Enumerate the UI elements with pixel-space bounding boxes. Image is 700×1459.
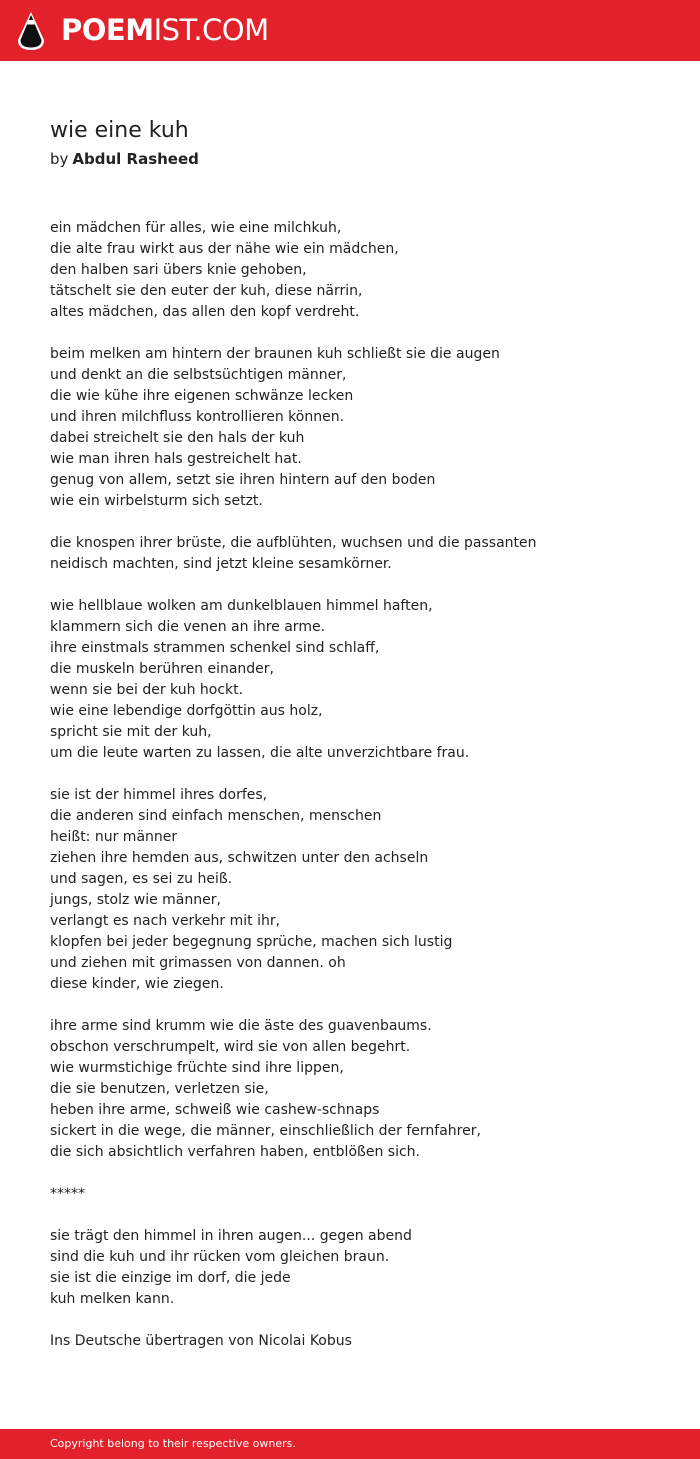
poem-stanza	[50, 1184, 670, 1205]
poem-line: kuh melken kann.	[50, 1291, 175, 1307]
poem-line: verlangt es nach verkehr mit ihr,	[50, 913, 281, 929]
poem-stanza	[50, 1331, 670, 1352]
poem-line: sind die kuh und ihr rücken vom gleichen braun.	[50, 1249, 390, 1265]
poem-body	[50, 218, 670, 1373]
poem-line: die sie benutzen, verletzen sie,	[50, 1081, 269, 1097]
poem-stanza	[50, 344, 670, 512]
poem-line: beim melken am hintern der braunen kuh schließt sie die augen	[50, 346, 500, 362]
poem-line: die knospen ihrer brüste, die aufblühten, wuchsen und die passanten	[50, 535, 537, 551]
by-label: by	[50, 150, 69, 168]
poem-line: ein mädchen für alles, wie eine milchkuh,	[50, 220, 342, 236]
poem-line: und denkt an die selbstsüchtigen männer,	[50, 367, 347, 383]
poem-line: genug von allem, setzt sie ihren hintern auf den boden	[50, 472, 436, 488]
logo-light-text: IST.COM	[153, 13, 269, 47]
poem-line: *****	[50, 1186, 85, 1202]
poem-line: ihre arme sind krumm wie die äste des guavenbaums.	[50, 1018, 432, 1034]
poem-stanza	[50, 596, 670, 764]
poem-line: um die leute warten zu lassen, die alte unverzichtbare frau.	[50, 745, 470, 761]
poem-line: wie wurmstichige früchte sind ihre lippen,	[50, 1060, 344, 1076]
poem-line: tätschelt sie den euter der kuh, diese närrin,	[50, 283, 363, 299]
poem-line: klammern sich die venen an ihre arme.	[50, 619, 326, 635]
poem-line: sie ist der himmel ihres dorfes,	[50, 787, 268, 803]
poem-line: und sagen, es sei zu heiß.	[50, 871, 233, 887]
poem-line: wie man ihren hals gestreichelt hat.	[50, 451, 302, 467]
site-footer	[0, 1429, 700, 1459]
logo-bold-text: POEM	[61, 13, 154, 47]
poem-line: die sich absichtlich verfahren haben, entblößen sich.	[50, 1144, 420, 1160]
poem-line: wie ein wirbelsturm sich setzt.	[50, 493, 263, 509]
poem-line: wie eine lebendige dorfgöttin aus holz,	[50, 703, 323, 719]
poem-stanza	[50, 785, 670, 995]
poem-line: und ihren milchfluss kontrollieren können.	[50, 409, 345, 425]
poem-line: Ins Deutsche übertragen von Nicolai Kobus	[50, 1333, 352, 1349]
poem-line: ziehen ihre hemden aus, schwitzen unter den achseln	[50, 850, 429, 866]
poem-line: neidisch machten, sind jetzt kleine sesamkörner.	[50, 556, 392, 572]
poem-line: obschon verschrumpelt, wird sie von allen begehrt.	[50, 1039, 411, 1055]
poem-line: und ziehen mit grimassen von dannen. oh	[50, 955, 346, 971]
poem-line: heißt: nur männer	[50, 829, 178, 845]
site-header	[0, 0, 700, 61]
author-name[interactable]: Abdul Rasheed	[72, 150, 199, 168]
poem-line: altes mädchen, das allen den kopf verdreht.	[50, 304, 360, 320]
poem-line: sie ist die einzige im dorf, die jede	[50, 1270, 291, 1286]
poem-line: diese kinder, wie ziegen.	[50, 976, 224, 992]
poem-line: sickert in die wege, die männer, einschließlich der fernfahrer,	[50, 1123, 481, 1139]
poem-line: jungs, stolz wie männer,	[50, 892, 221, 908]
copyright-text: Copyright belong to their respective owners.	[50, 1437, 296, 1450]
poem-stanza	[50, 1226, 670, 1310]
site-logo[interactable]	[61, 10, 269, 50]
poem-stanza	[50, 533, 670, 575]
poem-line: die wie kühe ihre eigenen schwänze lecken	[50, 388, 354, 404]
poem-line: ihre einstmals strammen schenkel sind schlaff,	[50, 640, 380, 656]
poem-line: klopfen bei jeder begegnung sprüche, machen sich lustig	[50, 934, 453, 950]
poem-line: die alte frau wirkt aus der nähe wie ein mädchen,	[50, 241, 399, 257]
poem-stanza	[50, 1016, 670, 1163]
poem-line: wie hellblaue wolken am dunkelblauen himmel haften,	[50, 598, 433, 614]
poem-line: spricht sie mit der kuh,	[50, 724, 212, 740]
poem-line: sie trägt den himmel in ihren augen... gegen abend	[50, 1228, 412, 1244]
poem-line: wenn sie bei der kuh hockt.	[50, 682, 244, 698]
pencil-tip-icon[interactable]	[17, 11, 45, 51]
poem-line: dabei streichelt sie den hals der kuh	[50, 430, 305, 446]
poem-line: den halben sari übers knie gehoben,	[50, 262, 307, 278]
poem-line: die anderen sind einfach menschen, menschen	[50, 808, 382, 824]
poem-line: die muskeln berühren einander,	[50, 661, 274, 677]
poem-stanza	[50, 218, 670, 323]
poem-line: heben ihre arme, schweiß wie cashew-schnaps	[50, 1102, 380, 1118]
poem-title: wie eine kuh	[50, 118, 189, 143]
byline	[50, 149, 199, 169]
